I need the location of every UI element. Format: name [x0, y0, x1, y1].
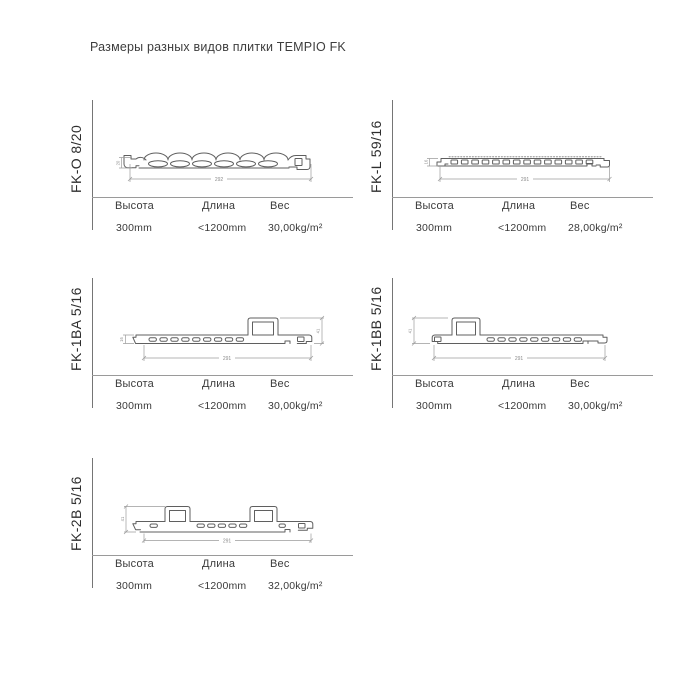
col-header-height: Высота [115, 378, 154, 390]
table-top-rule [392, 375, 653, 376]
profile-drawing-fk-2b [92, 481, 353, 555]
panel-fk-o-8-20 [60, 95, 355, 247]
value-length: <1200mm [198, 400, 247, 412]
table-top-rule [92, 197, 353, 198]
value-weight: 30,00kg/m² [268, 222, 323, 234]
col-header-height: Высота [415, 200, 454, 212]
col-header-weight: Вес [270, 378, 290, 390]
dim-width-label: 291 [222, 356, 232, 362]
profile-type-label: FK-1BA 5/16 [68, 287, 84, 371]
col-header-weight: Вес [570, 378, 590, 390]
dim-box-height-label: 41 [407, 328, 413, 334]
dim-box-height-label: 41 [120, 516, 125, 522]
value-weight: 30,00kg/m² [568, 400, 623, 412]
value-length: <1200mm [498, 222, 547, 234]
page-title: Размеры разных видов плитки TEMPIO FK [90, 40, 346, 54]
profile-type-label: FK-1BB 5/16 [368, 286, 384, 371]
dim-width-label: 291 [520, 177, 530, 183]
profile-drawing-fk-1ba [92, 301, 353, 375]
table-top-rule [92, 555, 353, 556]
dim-width-label: 291 [514, 356, 524, 362]
panel-fk-l-59-16 [360, 95, 655, 247]
profile-drawing-fk-1bb [392, 301, 653, 375]
value-weight: 28,00kg/m² [568, 222, 623, 234]
value-length: <1200mm [198, 580, 247, 592]
panel-fk-1bb-5-16 [360, 273, 655, 425]
table-top-rule [92, 375, 353, 376]
col-header-weight: Вес [270, 200, 290, 212]
value-height: 300mm [116, 580, 153, 592]
col-header-height: Высота [415, 378, 454, 390]
profile-drawing-fk-l [392, 133, 653, 197]
dim-thickness-label: 20 [115, 160, 121, 166]
profile-type-label: FK-2B 5/16 [68, 476, 84, 551]
col-header-length: Длина [202, 378, 236, 390]
panel-fk-2b-5-16 [60, 453, 355, 605]
value-height: 300mm [116, 222, 153, 234]
col-header-weight: Вес [570, 200, 590, 212]
dim-box-height-label: 41 [315, 328, 321, 334]
value-height: 300mm [116, 400, 153, 412]
value-length: <1200mm [498, 400, 547, 412]
value-height: 300mm [416, 400, 453, 412]
table-top-rule [392, 197, 653, 198]
value-length: <1200mm [198, 222, 247, 234]
panel-fk-1ba-5-16 [60, 273, 355, 425]
value-height: 300mm [416, 222, 453, 234]
col-header-height: Высота [115, 558, 154, 570]
col-header-length: Длина [502, 200, 536, 212]
col-header-weight: Вес [270, 558, 290, 570]
col-header-length: Длина [202, 200, 236, 212]
value-weight: 30,00kg/m² [268, 400, 323, 412]
col-header-length: Длина [502, 378, 536, 390]
dim-thickness-label: 16 [423, 159, 429, 165]
value-weight: 32,00kg/m² [268, 580, 323, 592]
col-header-height: Высота [115, 200, 154, 212]
dim-width-label: 292 [214, 177, 224, 183]
profile-drawing-fk-o [92, 133, 353, 197]
dim-width-label: 291 [222, 538, 232, 545]
profile-type-label: FK-L 59/16 [368, 120, 384, 193]
profile-type-label: FK-O 8/20 [68, 124, 84, 193]
dim-thickness-label: 16 [119, 337, 124, 342]
col-header-length: Длина [202, 558, 236, 570]
